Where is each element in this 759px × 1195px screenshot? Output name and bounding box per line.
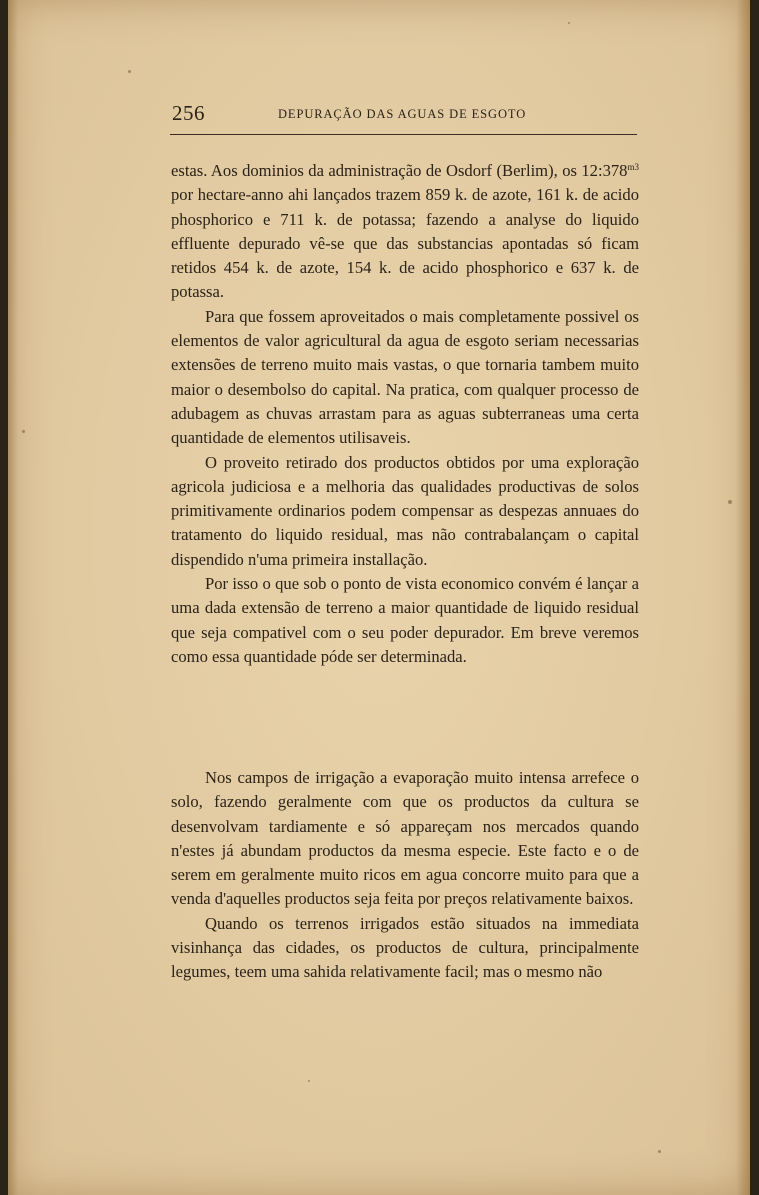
page-header xyxy=(172,101,637,133)
paragraph-1-text-a: estas. Aos dominios da administração de Osdorf (Berlim), os 12:378 xyxy=(171,161,628,180)
paragraph-1-text-b: por hectare-anno ahi lançados trazem 859 k. de azote, 161 k. de acido phosphorico e 711 k. de potassa; fazendo a analyse do liquido effluente depurado vê-se que das substancias apontadas só ficam retidos 454 k. de azote, 154 k. de acido phosphorico e 637 k. de potassa. xyxy=(171,185,639,302)
paper-spot xyxy=(128,70,131,73)
cubic-metre-superscript: m3 xyxy=(627,162,639,172)
paper-spot xyxy=(22,430,25,433)
paper-spot xyxy=(568,22,570,24)
paragraph-1 xyxy=(171,159,639,305)
text-block-2 xyxy=(171,766,639,985)
paper-spot xyxy=(658,1150,661,1153)
paragraph-6: Quando os terrenos irrigados estão situados na immediata visinhança das cidades, os productos de cultura, principalmente legumes, teem uma sahida relativamente facil; mas o mesmo não xyxy=(171,913,639,982)
paper-spot xyxy=(728,500,732,504)
header-rule xyxy=(170,134,637,135)
text-block-1 xyxy=(171,159,639,669)
paragraph-2: Para que fossem aproveitados o mais completamente possivel os elementos de valor agricultural da agua de esgoto seriam necessarias extensões de terreno muito mais vastas, o que tornaria tambem muito maior o desembolso do capital. Na pratica, com qualquer processo de adubagem as chuvas arrastam para as aguas subterraneas uma certa quantidade de elementos utilisaveis. xyxy=(171,306,639,448)
paragraph-3: O proveito retirado dos productos obtidos por uma exploração agricola judiciosa e a melhoria das qualidades productivas de solos primitivamente ordinarios podem compensar as despezas annuaes do tratamento do liquido residual, mas não contrabalançam o capital dispendido n'uma primeira installação. xyxy=(171,452,639,569)
page-number: 256 xyxy=(172,101,205,125)
page-shadow-right xyxy=(736,0,750,1195)
paragraph-4: Por isso o que sob o ponto de vista economico convém é lançar a uma dada extensão de terreno a maior quantidade de liquido residual que seja compativel com o seu poder depurador. Em breve veremos como essa quantidade póde ser determinada. xyxy=(171,574,639,666)
running-title: DEPURAÇÃO DAS AGUAS DE ESGOTO xyxy=(278,107,527,121)
paper-spot xyxy=(308,1080,310,1082)
page-shadow-left xyxy=(8,0,18,1195)
paragraph-5: Nos campos de irrigação a evaporação muito intensa arrefece o solo, fazendo geralmente com que os productos da cultura se desenvolvam tardiamente e só appareçam nos mercados quando n'estes já abundam productos da mesma especie. Este facto e o de serem em geralmente muito ricos em agua concorre muito para que a venda d'aquelles productos seja feita por preços relativamente baixos. xyxy=(171,768,639,909)
